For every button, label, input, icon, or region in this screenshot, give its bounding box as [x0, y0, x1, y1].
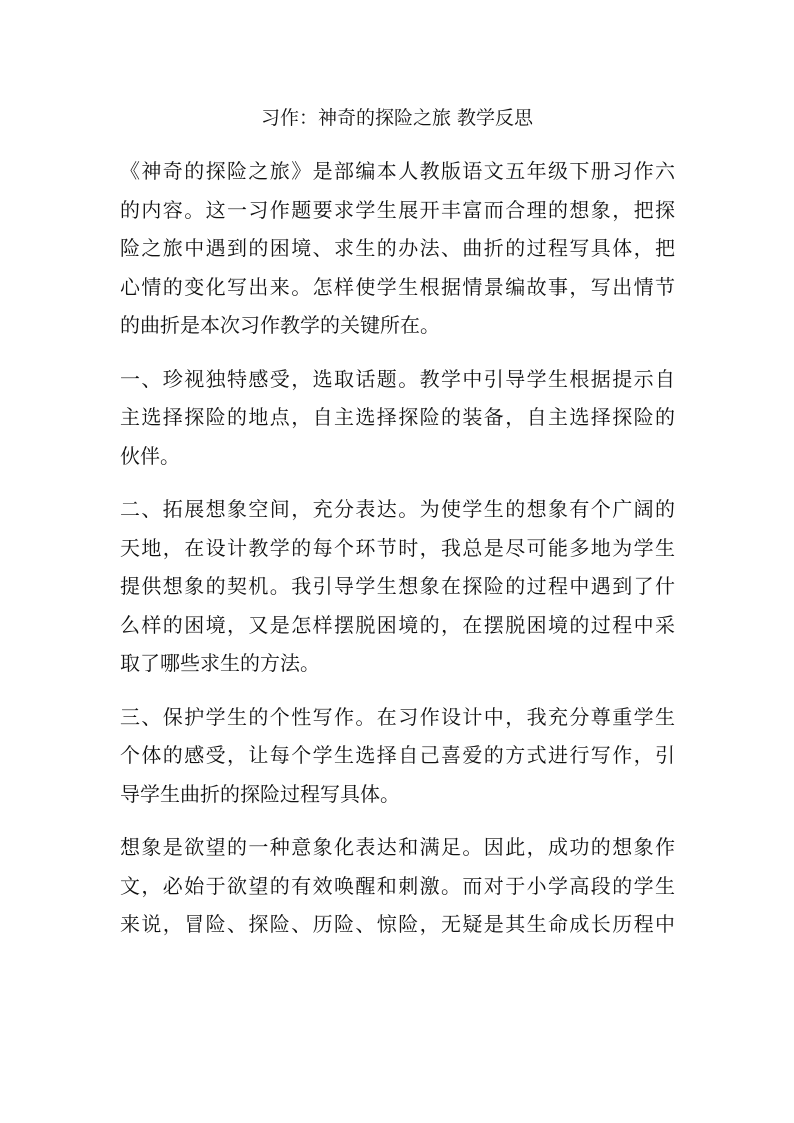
- text-line: 三、保护学生的个性写作。在习作设计中，我充分尊重学生: [120, 704, 675, 729]
- text-line: 想象是欲望的一种意象化表达和满足。因此，成功的想象作: [120, 835, 675, 859]
- paragraph-point-two: [120, 490, 675, 683]
- text-line: 二、拓展想象空间，充分表达。为使学生的想象有个广阔的: [120, 497, 675, 521]
- text-line: 的内容。这一习作题要求学生展开丰富而合理的想象，把探: [120, 197, 675, 222]
- document-body: [120, 152, 675, 959]
- text-line: 伙伴。: [120, 443, 180, 468]
- text-line: 一、珍视独特感受，选取话题。教学中引导学生根据提示自: [120, 366, 675, 391]
- text-line: 天地，在设计教学的每个环节时，我总是尽可能多地为学生: [120, 535, 675, 560]
- text-line: 个体的感受，让每个学生选择自己喜爱的方式进行写作，引: [120, 743, 675, 767]
- paragraph-point-one: [120, 360, 675, 476]
- text-line: 文，必始于欲望的有效唤醒和刺激。而对于小学高段的学生: [120, 873, 675, 898]
- text-line: 导学生曲折的探险过程写具体。: [120, 781, 400, 806]
- document-title: 习作：神奇的探险之旅 教学反思: [260, 107, 534, 129]
- text-line: 《神奇的探险之旅》是部编本人教版语文五年级下册习作六: [120, 159, 675, 183]
- text-line: 的曲折是本次习作教学的关键所在。: [120, 313, 440, 337]
- text-line: 心情的变化写出来。怎样使学生根据情景编故事，写出情节: [120, 274, 675, 299]
- paragraph-intro: [120, 152, 675, 345]
- text-line: 取了哪些求生的方法。: [120, 651, 320, 675]
- paragraph-point-three: [120, 698, 675, 814]
- paragraph-conclusion: [120, 828, 675, 944]
- text-line: 来说，冒险、探险、历险、惊险，无疑是其生命成长历程中: [120, 912, 675, 936]
- text-line: 提供想象的契机。我引导学生想象在探险的过程中遇到了什: [120, 574, 675, 598]
- text-line: 主选择探险的地点，自主选择探险的装备，自主选择探险的: [120, 405, 675, 429]
- text-line: 么样的困境，又是怎样摆脱困境的，在摆脱困境的过程中采: [120, 612, 675, 637]
- text-line: 险之旅中遇到的困境、求生的办法、曲折的过程写具体，把: [120, 236, 675, 260]
